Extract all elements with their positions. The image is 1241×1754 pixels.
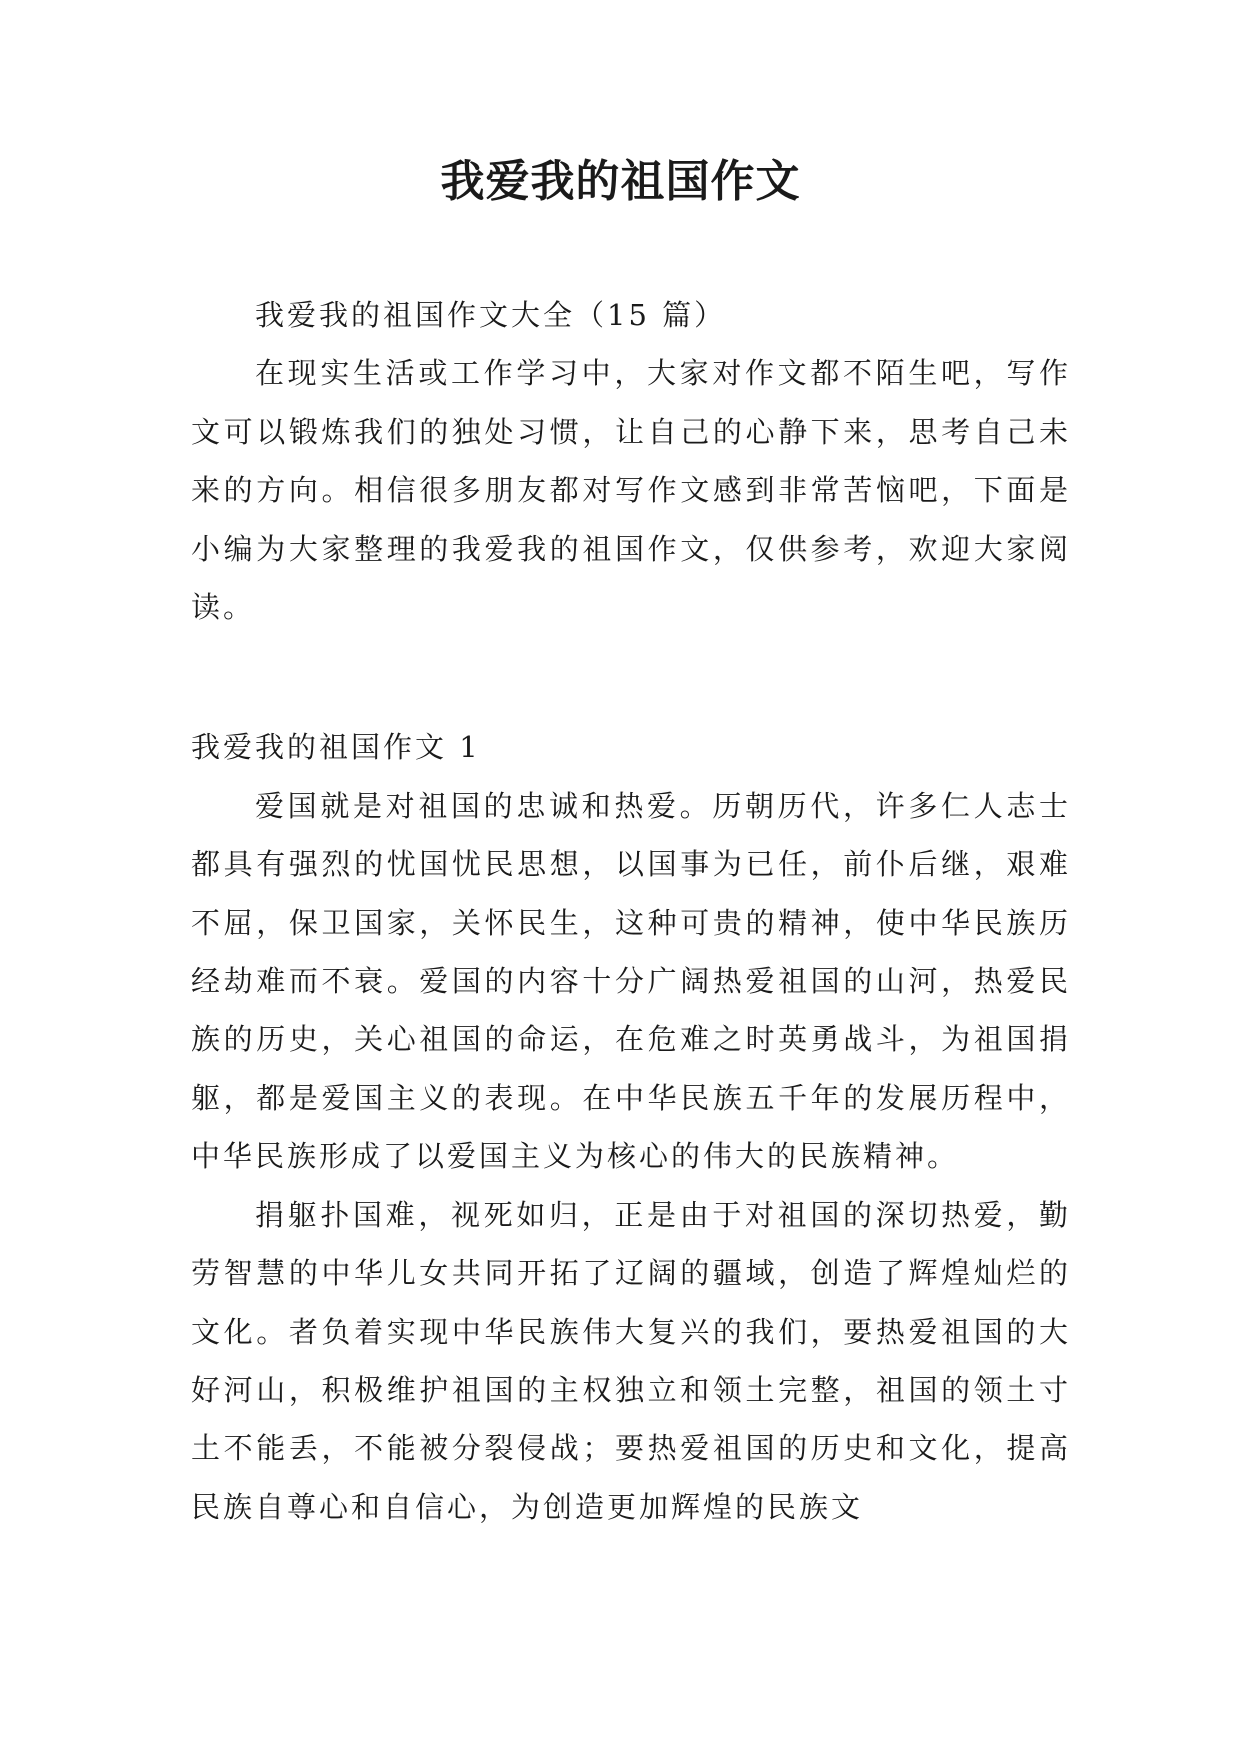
collection-subtitle: 我爱我的祖国作文大全（15 篇） (255, 298, 727, 332)
body-paragraph: 捐躯扑国难，视死如归，正是由于对祖国的深切热爱，勤劳智慧的中华儿女共同开拓了辽阔的疆域，创造了辉煌灿烂的文化。者负着实现中华民族伟大复兴的我们，要热爱祖国的大好河山，积极维护祖国的主权独立和领土完整，祖国的领土寸土不能丢，不能被分裂侵战；要热爱祖国的历史和文化，提高民族自尊心和自信心，为创造更加辉煌的民族文 (191, 1197, 1071, 1524)
intro-paragraph: 在现实生活或工作学习中，大家对作文都不陌生吧，写作文可以锻炼我们的独处习惯，让自己的心静下来，思考自己未来的方向。相信很多朋友都对写作文感到非常苦恼吧，下面是小编为大家整理的我爱我的祖国作文，仅供参考，欢迎大家阅读。 (191, 356, 1071, 625)
document-body (191, 286, 1071, 1536)
body-paragraph: 爱国就是对祖国的忠诚和热爱。历朝历代，许多仁人志士都具有强烈的忧国忧民思想，以国事为已任，前仆后继，艰难不屈，保卫国家，关怀民生，这种可贵的精神，使中华民族历经劫难而不衰。爱国的内容十分广阔热爱祖国的山河，热爱民族的历史，关心祖国的命运，在危难之时英勇战斗，为祖国捐躯，都是爱国主义的表现。在中华民族五千年的发展历程中，中华民族形成了以爱国主义为核心的伟大的民族精神。 (191, 788, 1071, 1174)
document-title: 我爱我的祖国作文 (440, 156, 801, 207)
section-heading: 我爱我的祖国作文 1 (191, 730, 481, 765)
section-spacer (191, 636, 1071, 718)
